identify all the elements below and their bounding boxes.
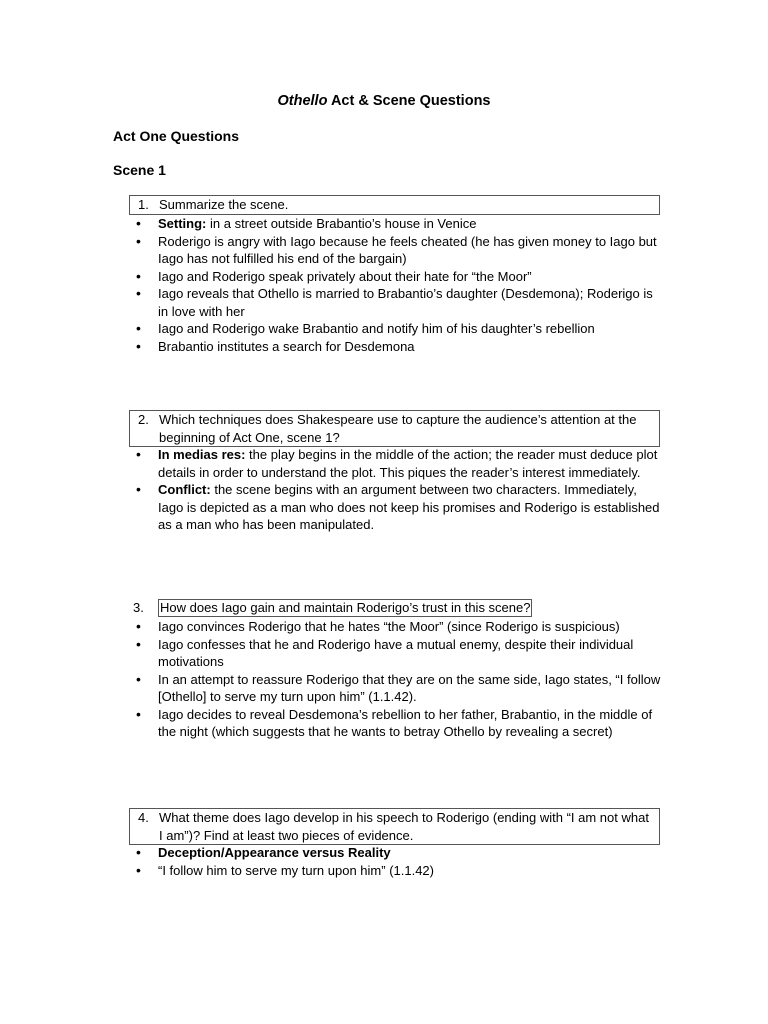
question-2-box	[129, 410, 660, 447]
question-4-box	[129, 808, 660, 845]
list-item: • Setting: in a street outside Brabantio’s house in Venice	[133, 215, 663, 233]
scene-heading: Scene 1	[113, 162, 166, 178]
question-1-answers	[133, 215, 663, 355]
list-item: • Iago decides to reveal Desdemona’s rebellion to her father, Brabantio, in the middle of the night (which suggests that he wants to betray Othello by revealing a secret)	[133, 706, 663, 741]
list-item: • In medias res: the play begins in the middle of the action; the reader must deduce plot details in order to understand the plot. This piques the reader’s interest immediately.	[133, 446, 663, 481]
question-1-number: 1.	[138, 197, 149, 212]
question-3-box	[133, 599, 532, 617]
question-2-number: 2.	[138, 412, 149, 427]
question-4-text: What theme does Iago develop in his speech to Roderigo (ending with “I am not what I am”)? Find at least two pieces of evidence.	[159, 810, 649, 843]
question-2-answers	[133, 446, 663, 534]
list-item: • “I follow him to serve my turn upon him” (1.1.42)	[133, 862, 663, 880]
question-3-number: 3.	[133, 600, 144, 615]
list-item: • Iago convinces Roderigo that he hates “the Moor” (since Roderigo is suspicious)	[133, 618, 663, 636]
list-item: • Brabantio institutes a search for Desdemona	[133, 338, 663, 356]
question-3-text: How does Iago gain and maintain Roderigo’s trust in this scene?	[160, 600, 531, 615]
question-4-number: 4.	[138, 810, 149, 825]
question-2-text: Which techniques does Shakespeare use to capture the audience’s attention at the beginning of Act One, scene 1?	[159, 412, 637, 445]
question-1-box	[129, 195, 660, 215]
question-4-answers	[133, 844, 663, 879]
list-item: • Iago and Roderigo speak privately about their hate for “the Moor”	[133, 268, 663, 286]
question-3-answers	[133, 618, 663, 741]
act-heading: Act One Questions	[113, 128, 240, 144]
title-italic: Othello	[277, 93, 328, 109]
title-rest: Act & Scene Questions	[327, 93, 491, 109]
list-item: • In an attempt to reassure Roderigo that they are on the same side, Iago states, “I follow [Othello] to serve my turn upon him” (1.1.42).	[133, 671, 663, 706]
list-item: • Iago and Roderigo wake Brabantio and notify him of his daughter’s rebellion	[133, 320, 663, 338]
list-item: • Conflict: the scene begins with an argument between two characters. Immediately, Iago is depicted as a man who does not keep his promises and Roderigo is established as a man who has been manipulated.	[133, 481, 663, 534]
list-item: • Deception/Appearance versus Reality	[133, 844, 663, 862]
list-item: • Roderigo is angry with Iago because he feels cheated (he has given money to Iago but Iago has not fulfilled his end of the bargain)	[133, 233, 663, 268]
list-item: • Iago reveals that Othello is married to Brabantio’s daughter (Desdemona); Roderigo is in love with her	[133, 285, 663, 320]
list-item: • Iago confesses that he and Roderigo have a mutual enemy, despite their individual motivations	[133, 636, 663, 671]
question-1-text: Summarize the scene.	[159, 197, 289, 212]
page-title	[0, 93, 768, 111]
